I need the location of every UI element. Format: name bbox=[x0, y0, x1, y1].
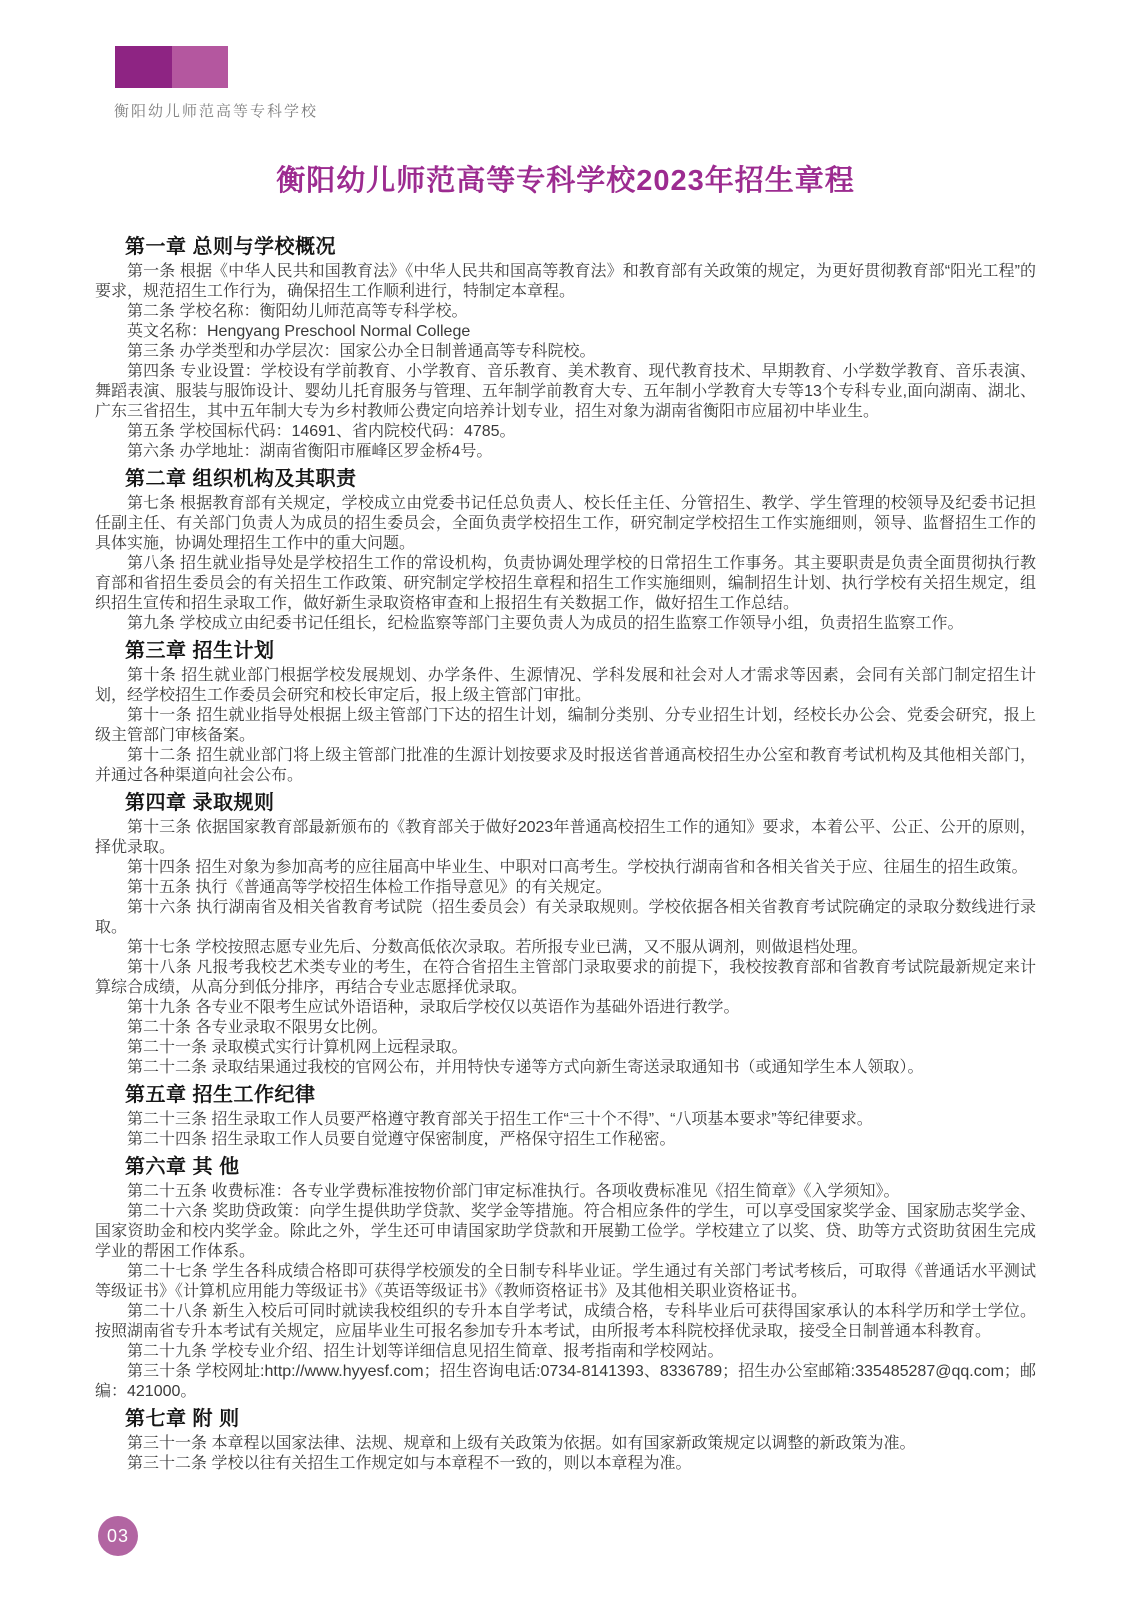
header-school-name: 衡阳幼儿师范高等专科学校 bbox=[114, 103, 319, 120]
article-paragraph: 第二十三条 招生录取工作人员要严格遵守教育部关于招生工作“三十个不得”、“八项基本要求”等纪律要求。 bbox=[127, 1111, 873, 1128]
document bbox=[95, 162, 1036, 1474]
article-paragraph: 第二十四条 招生录取工作人员要自觉遵守保密制度，严格保守招生工作秘密。 bbox=[127, 1131, 676, 1148]
article-paragraph: 第十八条 凡报考我校艺术类专业的考生，在符合省招生主管部门录取要求的前提下，我校按教育部和省教育考试院最新规定来计算综合成绩，从高分到低分排序，再结合专业志愿择优录取。 bbox=[95, 959, 1036, 996]
article-paragraph: 第十九条 各专业不限考生应试外语语种，录取后学校仅以英语作为基础外语进行教学。 bbox=[127, 999, 740, 1016]
logo-block-light bbox=[172, 46, 228, 88]
article-paragraph: 第九条 学校成立由纪委书记任组长，纪检监察等部门主要负责人为成员的招生监察工作领导小组，负责招生监察工作。 bbox=[127, 615, 964, 632]
article-paragraph: 第三十条 学校网址:http://www.hyyesf.com；招生咨询电话:0734-8141393、8336789；招生办公室邮箱:335485287@qq.com；邮编：421000。 bbox=[95, 1363, 1036, 1400]
article-paragraph: 第七条 根据教育部有关规定，学校成立由党委书记任总负责人、校长任主任、分管招生、教学、学生管理的校领导及纪委书记担任副主任、有关部门负责人为成员的招生委员会，全面负责学校招生工作，研究制定学校招生工作实施细则，领导、监督招生工作的具体实施，协调处理招生工作中的重大问题。 bbox=[95, 495, 1036, 552]
article-paragraph: 第二十二条 录取结果通过我校的官网公布，并用特快专递等方式向新生寄送录取通知书（或通知学生本人领取）。 bbox=[127, 1059, 924, 1076]
chapter-heading: 第二章 组织机构及其职责 bbox=[125, 468, 357, 490]
article-paragraph: 第三十一条 本章程以国家法律、法规、规章和上级有关政策为依据。如有国家新政策规定以调整的新政策为准。 bbox=[127, 1435, 916, 1452]
article-paragraph: 第十三条 依据国家教育部最新颁布的《教育部关于做好2023年普通高校招生工作的通知》要求，本着公平、公正、公开的原则，择优录取。 bbox=[95, 819, 1036, 856]
school-logo bbox=[115, 46, 228, 88]
article-paragraph: 第四条 专业设置：学校设有学前教育、小学教育、音乐教育、美术教育、现代教育技术、早期教育、小学数学教育、音乐表演、舞蹈表演、服装与服饰设计、婴幼儿托育服务与管理、五年制学前教育大专、五年制小学教育大专等13个专科专业,面向湖南、湖北、广东三省招生，其中五年制大专为乡村教师公费定向培养计划专业，招生对象为湖南省衡阳市应届初中毕业生。 bbox=[95, 363, 1036, 420]
article-paragraph: 第二十七条 学生各科成绩合格即可获得学校颁发的全日制专科毕业证。学生通过有关部门考试考核后，可取得《普通话水平测试等级证书》《计算机应用能力等级证书》《英语等级证书》《教师资格证书》及其他相关职业资格证书。 bbox=[95, 1263, 1036, 1300]
article-paragraph: 第十四条 招生对象为参加高考的应往届高中毕业生、中职对口高考生。学校执行湖南省和各相关省关于应、往届生的招生政策。 bbox=[127, 859, 1028, 876]
article-paragraph: 第二十五条 收费标准：各专业学费标准按物价部门审定标准执行。各项收费标准见《招生简章》《入学须知》。 bbox=[127, 1183, 900, 1200]
article-paragraph: 第十六条 执行湖南省及相关省教育考试院（招生委员会）有关录取规则。学校依据各相关省教育考试院确定的录取分数线进行录取。 bbox=[95, 899, 1036, 936]
chapter-heading: 第四章 录取规则 bbox=[125, 792, 275, 814]
article-paragraph: 英文名称：Hengyang Preschool Normal College bbox=[127, 323, 471, 340]
article-paragraph: 第三条 办学类型和办学层次：国家公办全日制普通高等专科院校。 bbox=[127, 343, 596, 360]
page-number-badge bbox=[98, 1516, 138, 1556]
article-paragraph: 第二十条 各专业录取不限男女比例。 bbox=[127, 1019, 388, 1036]
article-paragraph: 第二十六条 奖助贷政策：向学生提供助学贷款、奖学金等措施。符合相应条件的学生，可以享受国家奖学金、国家励志奖学金、国家资助金和校内奖学金。除此之外，学生还可申请国家助学贷款和开展勤工俭学。学校建立了以奖、贷、助等方式资助贫困生完成学业的帮困工作体系。 bbox=[95, 1203, 1036, 1260]
article-paragraph: 第一条 根据《中华人民共和国教育法》《中华人民共和国高等教育法》和教育部有关政策的规定，为更好贯彻教育部“阳光工程”的要求，规范招生工作行为，确保招生工作顺利进行，特制定本章程。 bbox=[95, 263, 1036, 300]
chapter-heading: 第五章 招生工作纪律 bbox=[125, 1084, 316, 1106]
article-paragraph: 第五条 学校国标代码：14691、省内院校代码：4785。 bbox=[127, 423, 516, 440]
article-paragraph: 第二十九条 学校专业介绍、招生计划等详细信息见招生简章、报考指南和学校网站。 bbox=[127, 1343, 724, 1360]
page-number: 03 bbox=[106, 1525, 130, 1546]
article-paragraph: 第十条 招生就业部门根据学校发展规划、办学条件、生源情况、学科发展和社会对人才需求等因素，会同有关部门制定招生计划，经学校招生工作委员会研究和校长审定后，报上级主管部门审批。 bbox=[95, 667, 1036, 704]
article-paragraph: 第十七条 学校按照志愿专业先后、分数高低依次录取。若所报专业已满，又不服从调剂，则做退档处理。 bbox=[127, 939, 868, 956]
article-paragraph: 第六条 办学地址：湖南省衡阳市雁峰区罗金桥4号。 bbox=[127, 443, 493, 460]
chapter-heading: 第三章 招生计划 bbox=[125, 640, 275, 662]
chapter-heading: 第一章 总则与学校概况 bbox=[125, 236, 337, 258]
article-paragraph: 第二十一条 录取模式实行计算机网上远程录取。 bbox=[127, 1039, 468, 1056]
article-paragraph: 第三十二条 学校以往有关招生工作规定如与本章程不一致的，则以本章程为准。 bbox=[127, 1455, 692, 1472]
article-paragraph: 第八条 招生就业指导处是学校招生工作的常设机构，负责协调处理学校的日常招生工作事务。其主要职责是负责全面贯彻执行教育部和省招生委员会的有关招生工作政策、研究制定学校招生章程和招生工作实施细则，编制招生计划、执行学校有关招生规定，组织招生宣传和招生录取工作，做好新生录取资格审查和上报招生有关数据工作，做好招生工作总结。 bbox=[95, 555, 1036, 612]
article-paragraph: 第十一条 招生就业指导处根据上级主管部门下达的招生计划，编制分类别、分专业招生计划，经校长办公会、党委会研究，报上级主管部门审核备案。 bbox=[95, 707, 1036, 744]
article-paragraph: 第二条 学校名称：衡阳幼儿师范高等专科学校。 bbox=[127, 303, 468, 320]
chapter-heading: 第六章 其 他 bbox=[125, 1156, 240, 1178]
document-body bbox=[95, 236, 1036, 1474]
article-paragraph: 第二十八条 新生入校后可同时就读我校组织的专升本自学考试，成绩合格，专科毕业后可获得国家承认的本科学历和学士学位。按照湖南省专升本考试有关规定，应届毕业生可报名参加专升本考试，由所报考本科院校择优录取，接受全日制普通本科教育。 bbox=[95, 1303, 1036, 1340]
document-title: 衡阳幼儿师范高等专科学校2023年招生章程 bbox=[276, 165, 855, 197]
chapter-heading: 第七章 附 则 bbox=[125, 1408, 240, 1430]
article-paragraph: 第十二条 招生就业部门将上级主管部门批准的生源计划按要求及时报送省普通高校招生办公室和教育考试机构及其他相关部门，并通过各种渠道向社会公布。 bbox=[95, 747, 1036, 784]
logo-block-dark bbox=[115, 46, 172, 88]
article-paragraph: 第十五条 执行《普通高等学校招生体检工作指导意见》的有关规定。 bbox=[127, 879, 612, 896]
